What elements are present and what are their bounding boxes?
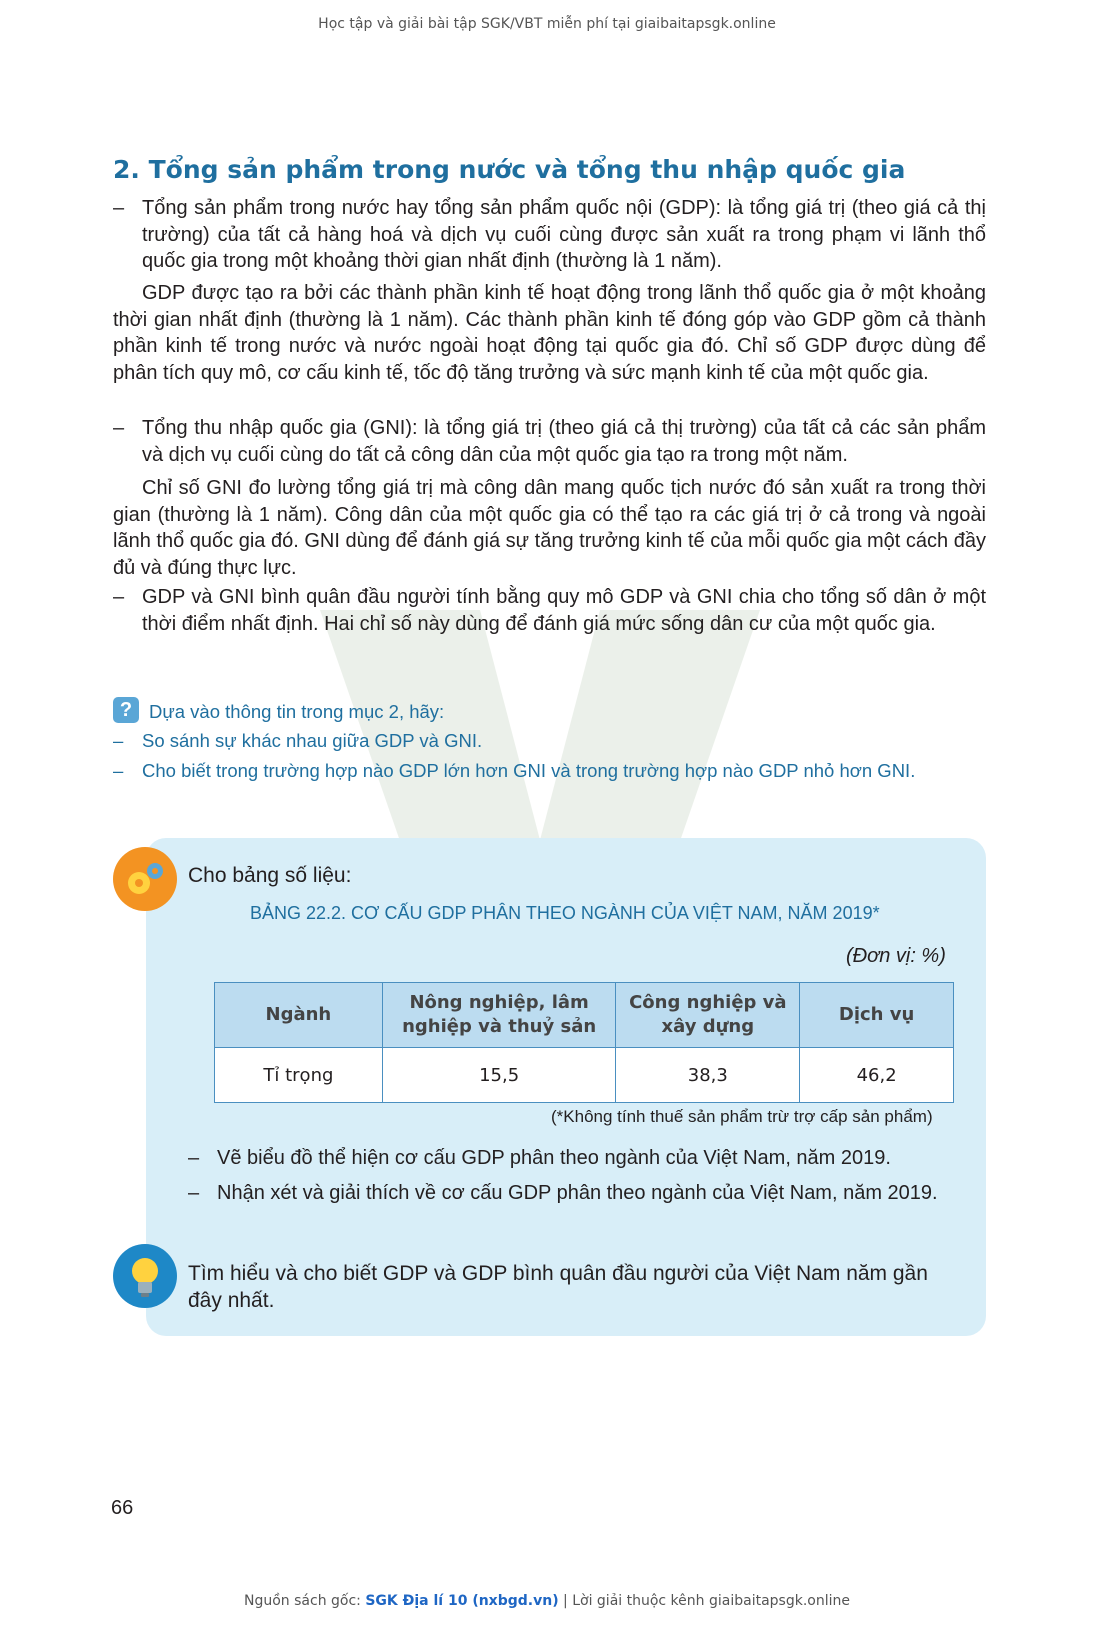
table-header-cell: Công nghiệp và xây dựng [616, 983, 800, 1048]
practice-task [188, 1182, 938, 1205]
page-number: 66 [111, 1497, 134, 1519]
table-caption: BẢNG 22.2. CƠ CẤU GDP PHÂN THEO NGÀNH CỦA VIỆT NAM, NĂM 2019* [250, 903, 880, 923]
gni-definition-text: Tổng thu nhập quốc gia (GNI): là tổng giá trị (theo giá cả thị trường) của tất cả các sản phẩm và dịch vụ cuối cùng do tất cả công dân của một quốc gia tạo ra trong một năm. [142, 417, 986, 466]
practice-task-text: Vẽ biểu đồ thể hiện cơ cấu GDP phân theo ngành của Việt Nam, năm 2019. [217, 1147, 891, 1169]
table-header-cell: Dịch vụ [800, 983, 954, 1048]
dash-marker: – [113, 417, 125, 439]
question-item [113, 730, 482, 752]
table-unit: (Đơn vị: %) [846, 945, 946, 967]
gdp-definition [113, 195, 986, 275]
top-watermark: Học tập và giải bài tập SGK/VBT miễn phí tại giaibaitapsgk.online [318, 16, 776, 32]
dash-marker: – [188, 1147, 200, 1169]
per-capita-text: GDP và GNI bình quân đầu người tính bằng quy mô GDP và GNI chia cho tổng số dân ở một thời điểm nhất định. Hai chỉ số này dùng để đánh giá mức sống dân cư của một quốc gia. [142, 586, 986, 635]
explore-text: Tìm hiểu và cho biết GDP và GDP bình quân đầu người của Việt Nam năm gần đây nhất. [188, 1262, 928, 1312]
per-capita-definition [113, 584, 986, 637]
footer-suffix: | Lời giải thuộc kênh giaibaitapsgk.online [558, 1593, 850, 1609]
gni-explanation: Chỉ số GNI đo lường tổng giá trị mà công dân mang quốc tịch nước đó sản xuất ra trong thời gian (thường là 1 năm). Công dân của một quốc gia có thể tạo ra các giá trị ở cả trong và ngoài lãnh thổ quốc gia đó. GNI dùng để đánh giá sự tăng trưởng kinh tế của mỗi quốc gia một cách đầy đủ và đúng thực lực. [113, 477, 986, 579]
dash-marker: – [113, 197, 125, 219]
footer-source-link[interactable]: SGK Địa lí 10 (nxbgd.vn) [365, 1593, 559, 1609]
footer-prefix: Nguồn sách gốc: [244, 1593, 366, 1609]
practice-task-text: Nhận xét và giải thích về cơ cấu GDP phân theo ngành của Việt Nam, năm 2019. [217, 1182, 938, 1204]
footer [0, 1593, 1094, 1609]
table-cell: 46,2 [800, 1048, 954, 1103]
gdp-explanation: GDP được tạo ra bởi các thành phần kinh tế hoạt động trong lãnh thổ quốc gia ở một khoảng thời gian nhất định (thường là 1 năm). Các thành phần kinh tế đóng góp vào GDP gồm cả thành phần kinh tế trong nước và nước ngoài hoạt động tại quốc gia đó. Chỉ số GDP được dùng để phân tích quy mô, cơ cấu kinh tế, tốc độ tăng trưởng và sức mạnh kinh tế của một quốc gia. [113, 282, 986, 384]
table-cell: 15,5 [382, 1048, 616, 1103]
question-prompt: Dựa vào thông tin trong mục 2, hãy: [149, 701, 445, 722]
table-header-row [215, 983, 954, 1048]
table-row [215, 1048, 954, 1103]
table-cell: 38,3 [616, 1048, 800, 1103]
table-row-label: Tỉ trọng [215, 1048, 383, 1103]
dash-marker: – [113, 730, 124, 751]
question-icon: ? [113, 697, 139, 723]
dash-marker: – [188, 1182, 200, 1204]
table-footnote: (*Không tính thuế sản phẩm trừ trợ cấp sản phẩm) [551, 1107, 933, 1126]
section-heading: 2. Tổng sản phẩm trong nước và tổng thu nhập quốc gia [113, 155, 906, 184]
gni-definition [113, 415, 986, 468]
question-item [113, 760, 915, 782]
gdp-definition-text: Tổng sản phẩm trong nước hay tổng sản phẩm quốc nội (GDP): là tổng giá trị (theo giá cả thị trường) của tất cả hàng hoá và dịch vụ cuối cùng được sản xuất ra trong phạm vi lãnh thổ quốc gia trong một khoảng thời gian nhất định (thường là 1 năm). [142, 197, 986, 272]
gdp-structure-table [214, 982, 954, 1103]
dash-marker: – [113, 760, 124, 781]
practice-task [188, 1147, 891, 1170]
question-item-text: Cho biết trong trường hợp nào GDP lớn hơn GNI và trong trường hợp nào GDP nhỏ hơn GNI. [142, 760, 916, 781]
dash-marker: – [113, 586, 125, 608]
table-header-cell: Ngành [215, 983, 383, 1048]
gear-icon [113, 847, 177, 911]
practice-intro: Cho bảng số liệu: [188, 864, 352, 887]
question-item-text: So sánh sự khác nhau giữa GDP và GNI. [142, 730, 483, 751]
table-header-cell: Nông nghiệp, lâm nghiệp và thuỷ sản [382, 983, 616, 1048]
lightbulb-icon [113, 1244, 177, 1308]
